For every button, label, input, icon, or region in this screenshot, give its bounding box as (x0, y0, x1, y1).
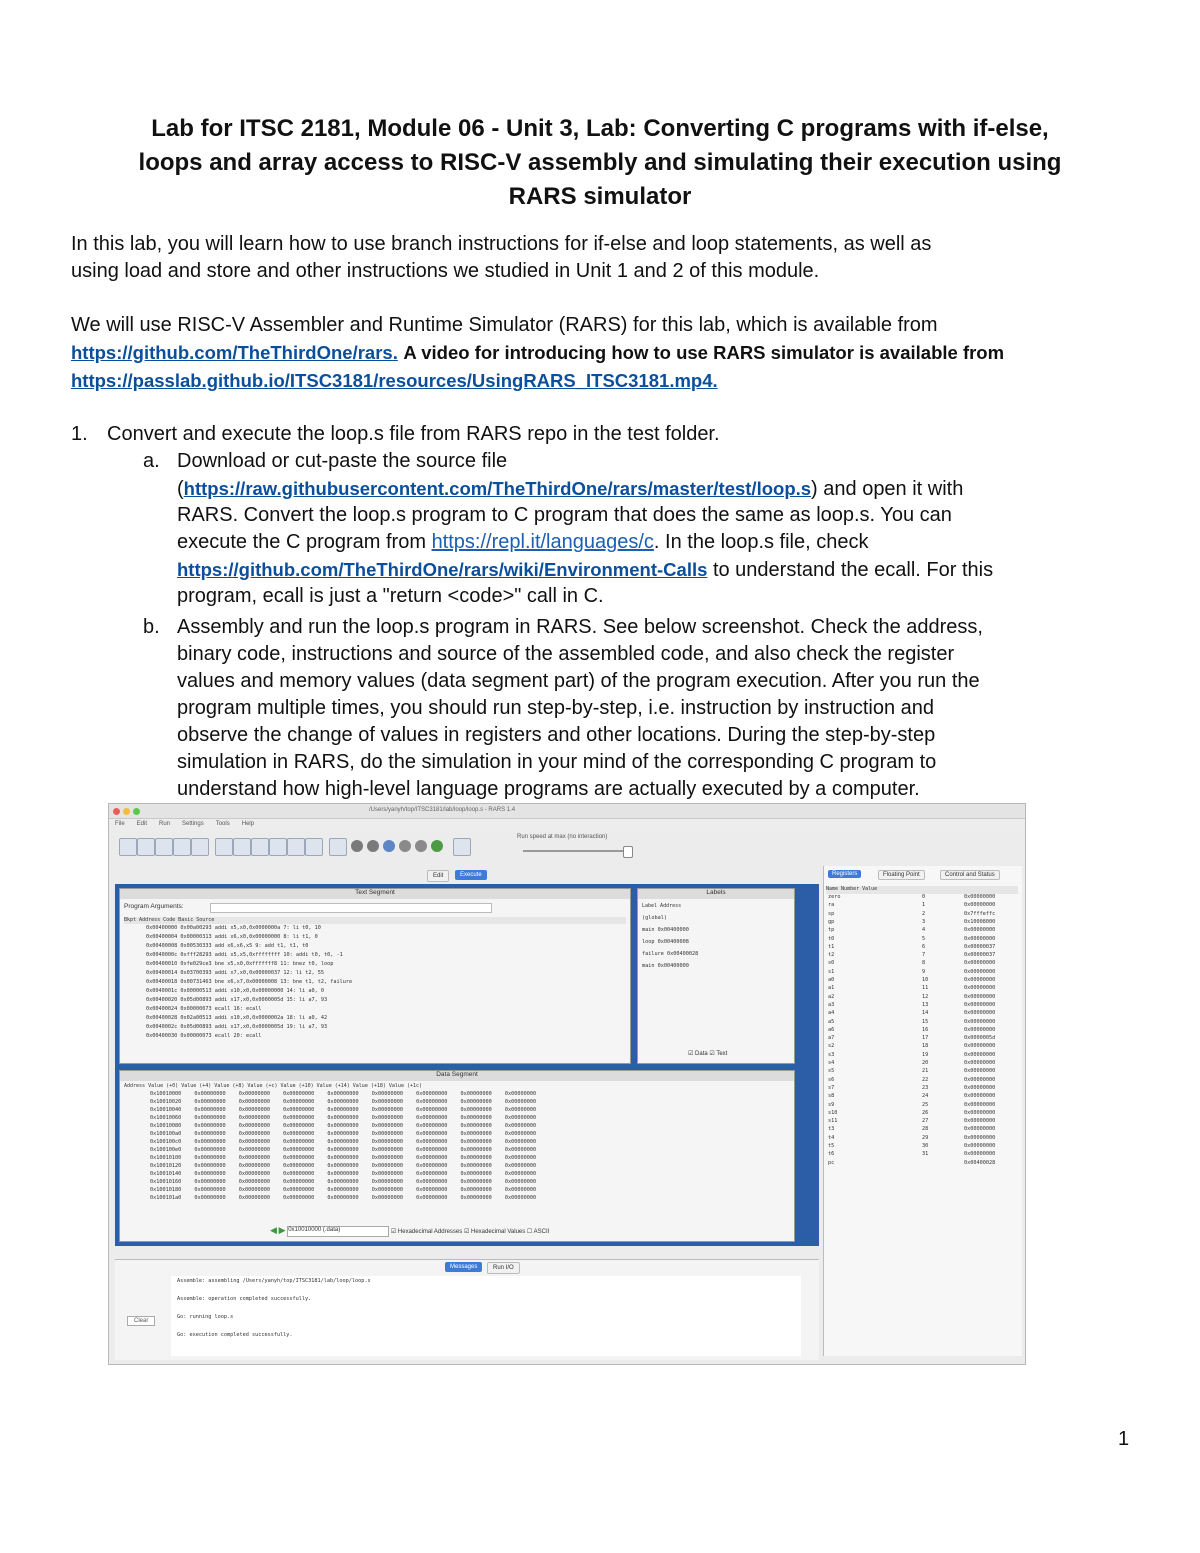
data-row: 0x100101a0 0x00000000 0x00000000 0x00000000 0x00000000 0x00000000 0x00000000 0x00000000 0x00000000 (150, 1195, 537, 1201)
register-name: a7 (828, 1035, 835, 1042)
help-icon[interactable] (453, 838, 471, 856)
register-row (826, 1043, 1018, 1051)
menu-item[interactable]: Settings (182, 821, 204, 827)
data-row: 0x10010100 0x00000000 0x00000000 0x00000000 0x00000000 0x00000000 0x00000000 0x00000000 0x00000000 (150, 1155, 537, 1161)
register-value: 0x00000000 (964, 1134, 996, 1141)
tab-edit[interactable]: Edit (427, 870, 449, 882)
register-number: 18 (922, 1043, 929, 1050)
register-number: 24 (922, 1093, 929, 1100)
labels-checkboxes (688, 1050, 727, 1057)
repl-link[interactable]: https://repl.it/languages/c (431, 531, 654, 553)
message-line: Go: running loop.s (177, 1314, 234, 1320)
register-number: 0 (922, 894, 926, 900)
register-value: 0x00000000 (964, 1010, 996, 1017)
new-file-icon[interactable] (119, 838, 137, 856)
register-row (826, 969, 1018, 977)
register-value: 0x00000000 (964, 927, 996, 934)
register-row (826, 919, 1018, 927)
data-row: 0x10010020 0x00000000 0x00000000 0x00000000 0x00000000 0x00000000 0x00000000 0x00000000 0x00000000 (150, 1099, 537, 1105)
register-number: 15 (922, 1018, 929, 1025)
label-row: main 0x00400000 (642, 927, 689, 933)
register-number: 28 (922, 1126, 929, 1133)
stop-icon[interactable] (415, 840, 427, 852)
register-row (826, 985, 1018, 993)
rars-line-1: We will use RISC-V Assembler and Runtime Simulator (RARS) for this lab, which is available from (71, 314, 938, 336)
register-number: 13 (922, 1001, 929, 1008)
text-segment-headers: Bkpt Address Code Basic Source (124, 917, 626, 924)
register-value: 0x00000000 (964, 1018, 996, 1025)
register-number: 16 (922, 1026, 929, 1033)
item-a-line-2-rest: ) and open it with (811, 478, 964, 500)
menu-items (115, 821, 266, 827)
register-number: 5 (922, 935, 926, 942)
register-name: s3 (828, 1051, 835, 1058)
register-name: s8 (828, 1093, 835, 1100)
rars-toolbar (113, 834, 513, 858)
ascii-label: ASCII (533, 1229, 550, 1235)
register-name: s0 (828, 960, 835, 967)
register-value: 0x00000000 (964, 993, 996, 1000)
data-row: 0x10010160 0x00000000 0x00000000 0x00000000 0x00000000 0x00000000 0x00000000 0x00000000 0x00000000 (150, 1179, 537, 1185)
register-value: 0x00000000 (964, 894, 996, 900)
register-value: 0x00000000 (964, 1126, 996, 1133)
register-number: 19 (922, 1051, 929, 1058)
messages-pane (115, 1259, 819, 1360)
register-value: 0x00000000 (964, 1060, 996, 1066)
slider-thumb[interactable] (623, 846, 633, 858)
message-line: Go: execution completed successfully. (177, 1332, 293, 1338)
labels-window (637, 888, 795, 1064)
hex-address-checkbox[interactable]: ☑ (390, 1229, 398, 1235)
register-value: 0x00000000 (964, 1068, 996, 1075)
rars-screenshot (108, 803, 1026, 1365)
text-row[interactable]: 0x0040002c 0x05d00893 addi x17,x0,0x0000005d 19: li a7, 93 (146, 1024, 328, 1030)
register-number: 4 (922, 927, 926, 934)
register-number: 27 (922, 1118, 929, 1125)
redo-icon[interactable] (233, 838, 251, 856)
intro-line-1: In this lab, you will learn how to use branch instructions for if-else and loop statements, as well as (71, 233, 932, 255)
text-segment-title: Text Segment (120, 889, 630, 899)
item-a-marker: a. (143, 450, 160, 472)
item-a-line-4 (177, 529, 868, 556)
hex-values-label: Hexadecimal Values (471, 1229, 526, 1235)
text-row[interactable]: 0x00400028 0x02a00513 addi x10,x0,0x0000002a 18: li a0, 42 (146, 1015, 328, 1021)
video-link[interactable]: https://passlab.github.io/ITSC3181/resources/UsingRARS_ITSC3181.mp4. (71, 370, 718, 391)
messages-area (171, 1276, 801, 1356)
register-tab[interactable]: Control and Status (940, 870, 1000, 880)
rars-paragraph (71, 312, 1131, 395)
register-row (826, 1110, 1018, 1118)
register-row (826, 911, 1018, 919)
open-file-icon[interactable] (137, 838, 155, 856)
program-args-label: Program Arguments: (124, 903, 184, 910)
register-number: 9 (922, 968, 926, 975)
data-segment-window (119, 1070, 795, 1242)
rars-repo-link[interactable]: https://github.com/TheThirdOne/rars. (71, 342, 398, 363)
register-row (826, 1151, 1018, 1159)
item-a-line-3: RARS. Convert the loop.s program to C program that does the same as loop.s. You can (177, 504, 952, 526)
register-row (826, 1143, 1018, 1151)
data-row: 0x10010180 0x00000000 0x00000000 0x00000000 0x00000000 0x00000000 0x00000000 0x00000000 0x00000000 (150, 1187, 537, 1193)
item-1-number: 1. (71, 423, 88, 445)
register-value: 0x00000000 (964, 1043, 996, 1050)
register-row (826, 936, 1018, 944)
data-row: 0x100100a0 0x00000000 0x00000000 0x00000000 0x00000000 0x00000000 0x00000000 0x00000000 0x00000000 (150, 1131, 537, 1137)
register-name: s9 (828, 1101, 835, 1108)
register-row (826, 977, 1018, 985)
register-name: a5 (828, 1018, 835, 1025)
labels-rows (638, 915, 794, 1025)
text-row[interactable]: 0x00400020 0x05d00893 addi x17,x0,0x0000005d 15: li a7, 93 (146, 997, 328, 1003)
register-value: 0x10008000 (964, 918, 996, 925)
item-a-line-5-post: to understand the ecall. For this (707, 559, 994, 581)
register-name: t2 (828, 952, 835, 959)
text-row[interactable]: 0x00400000 0x00a00293 addi x5,x0,0x0000000a 7: li t0, 10 (146, 925, 321, 931)
register-value: 0x00000000 (964, 1076, 996, 1083)
register-value: 0x00000000 (964, 968, 996, 975)
item-b-line-7: understand how high-level language programs are actually executed by a computer. (177, 778, 920, 800)
register-value: 0x00000000 (964, 1051, 996, 1058)
environment-calls-link[interactable]: https://github.com/TheThirdOne/rars/wiki/Environment-Calls (177, 559, 708, 580)
data-row: 0x10010060 0x00000000 0x00000000 0x00000000 0x00000000 0x00000000 0x00000000 0x00000000 0x00000000 (150, 1115, 537, 1121)
dump-memory-icon[interactable] (191, 838, 209, 856)
register-name: a3 (828, 1001, 835, 1008)
rars-titlebar (109, 804, 1025, 819)
text-row[interactable]: 0x00400014 0x03700393 addi x7,x0,0x00000037 12: li t2, 55 (146, 970, 325, 976)
text-checkbox[interactable]: ☑ (709, 1051, 717, 1057)
register-value: 0x00000000 (964, 1026, 996, 1033)
register-number: 6 (922, 943, 926, 950)
register-number: 25 (922, 1101, 929, 1108)
register-number: 14 (922, 1010, 929, 1017)
pause-icon[interactable] (399, 840, 411, 852)
register-number: 8 (922, 960, 926, 967)
register-row (826, 1010, 1018, 1018)
item-a-line-4-pre: execute the C program from (177, 531, 432, 553)
register-name: t1 (828, 943, 835, 950)
register-name: s1 (828, 968, 835, 975)
register-number: 30 (922, 1143, 929, 1149)
menu-item[interactable]: Help (241, 821, 255, 827)
register-value: 0x0000005d (964, 1035, 996, 1042)
menu-item[interactable]: Run (159, 821, 171, 827)
register-value: 0x00000000 (964, 1109, 996, 1116)
register-row (826, 994, 1018, 1002)
item-b-marker: b. (143, 616, 160, 638)
register-value: 0x00000000 (964, 935, 996, 942)
register-name: t0 (828, 935, 835, 942)
item-a-line-4-post: . In the loop.s file, check (653, 531, 869, 553)
register-row (826, 894, 1018, 902)
data-segment-title: Data Segment (120, 1071, 794, 1081)
data-row: 0x100100e0 0x00000000 0x00000000 0x00000000 0x00000000 0x00000000 0x00000000 0x00000000 0x00000000 (150, 1147, 537, 1153)
register-row (826, 1027, 1018, 1035)
assemble-icon[interactable] (329, 838, 347, 856)
rars-menubar (109, 819, 1025, 831)
register-value: 0x00000037 (964, 952, 996, 959)
data-checkbox-label: Data (695, 1051, 708, 1057)
tab-messages[interactable]: Messages (445, 1262, 482, 1272)
register-row (826, 1085, 1018, 1093)
item-a-line-1: Download or cut-paste the source file (177, 450, 508, 472)
speed-slider[interactable] (523, 850, 633, 852)
text-row[interactable]: 0x00400008 0x00530333 add x6,x6,x5 9: add t1, t1, t0 (146, 943, 309, 949)
register-number: 2 (922, 910, 926, 917)
label-row: (global) (642, 915, 667, 921)
register-value: 0x00000000 (964, 985, 996, 992)
video-intro-text: A video for introducing how to use RARS simulator is available from (403, 342, 1005, 363)
rars-window-title: /Users/yanyh/top/ITSC3181/lab/loop/loop.s - RARS 1.4 (369, 807, 516, 813)
data-segment-headers: Address Value (+0) Value (+4) Value (+8) Value (+c) Value (+10) Value (+14) Value (+18) Value (+1c) (124, 1083, 423, 1089)
text-checkbox-label: Text (716, 1051, 728, 1057)
prev-arrow-icon[interactable]: ◀ (270, 1225, 277, 1235)
register-number: 29 (922, 1134, 929, 1141)
reset-icon[interactable] (431, 840, 443, 852)
register-number: 20 (922, 1060, 929, 1066)
item-b-line-5: observe the change of values in registers and other locations. During the step-by-step (177, 724, 936, 746)
register-value: 0x00000000 (964, 1118, 996, 1125)
loop-source-link[interactable]: https://raw.githubusercontent.com/TheThirdOne/rars/master/test/loop.s (183, 478, 812, 499)
register-row (826, 1019, 1018, 1027)
register-row (826, 1052, 1018, 1060)
register-row (826, 1077, 1018, 1085)
task-list (71, 421, 1151, 801)
hex-values-checkbox[interactable]: ☑ (463, 1229, 471, 1235)
register-value: 0x00000000 (964, 1093, 996, 1100)
step-icon[interactable] (367, 840, 379, 852)
item-a-line-5 (177, 556, 993, 584)
menu-item[interactable]: Tools (215, 821, 230, 827)
labels-title: Labels (638, 889, 794, 899)
text-row[interactable]: 0x0040000c 0xfff28293 addi x5,x5,0xffffffff 10: addi t0, t0, -1 (146, 952, 343, 958)
register-row (826, 1102, 1018, 1110)
register-name: s5 (828, 1068, 835, 1075)
data-row: 0x100100c0 0x00000000 0x00000000 0x00000000 0x00000000 0x00000000 0x00000000 0x00000000 0x00000000 (150, 1139, 537, 1145)
register-value: 0x00000000 (964, 960, 996, 967)
register-name: zero (828, 894, 841, 900)
speed-label: Run speed at max (no interaction) (517, 834, 608, 840)
copy-icon[interactable] (269, 838, 287, 856)
ascii-checkbox[interactable]: ☐ (526, 1229, 534, 1235)
register-name: s6 (828, 1076, 835, 1083)
paste-icon[interactable] (287, 838, 305, 856)
next-arrow-icon[interactable]: ▶ (278, 1225, 286, 1235)
item-b-line-4: program multiple times, you should run step-by-step, i.e. instruction by instruction and (177, 697, 935, 719)
data-row: 0x10010000 0x00000000 0x00000000 0x00000000 0x00000000 0x00000000 0x00000000 0x00000000 0x00000000 (150, 1091, 537, 1097)
registers-pane (823, 866, 1022, 1356)
register-row (826, 944, 1018, 952)
text-row[interactable]: 0x00400010 0xfe029ce3 bne x5,x0,0xfffffff8 11: bnez t0, loop (146, 961, 334, 967)
tab-execute[interactable]: Execute (455, 870, 487, 880)
text-segment-rows (120, 925, 630, 1055)
register-name: gp (828, 918, 835, 925)
register-value: 0x00000000 (964, 1151, 996, 1158)
register-rows (824, 894, 1022, 1194)
item-b-line-2: binary code, instructions and source of the assembled code, and also check the register (177, 643, 955, 665)
label-row: failure 0x00400028 (642, 951, 699, 957)
data-segment-rows (120, 1091, 794, 1201)
register-value: 0x00000037 (964, 943, 996, 950)
text-row[interactable]: 0x00400004 0x00000313 addi x6,x0,0x00000000 8: li t1, 0 (146, 934, 318, 940)
register-tabs (828, 870, 1018, 882)
register-number: 26 (922, 1109, 929, 1116)
register-number: 12 (922, 993, 929, 1000)
data-row: 0x10010120 0x00000000 0x00000000 0x00000000 0x00000000 0x00000000 0x00000000 0x00000000 0x00000000 (150, 1163, 537, 1169)
register-name: t5 (828, 1143, 835, 1149)
item-a-line-2 (177, 475, 963, 503)
document-title (60, 112, 1140, 214)
register-row (826, 1035, 1018, 1043)
register-row (826, 902, 1018, 910)
undo-icon[interactable] (215, 838, 233, 856)
backstep-icon[interactable] (383, 840, 395, 852)
execute-pane (115, 884, 819, 1246)
hex-address-label: Hexadecimal Addresses (397, 1229, 463, 1235)
save-as-icon[interactable] (173, 838, 191, 856)
text-row[interactable]: 0x00400018 0x00731463 bne x6,x7,0x00000008 13: bne t1, t2, failure (146, 979, 353, 985)
item-b-line-3: values and memory values (data segment part) of the program execution. After you run the (177, 670, 980, 692)
register-tab[interactable]: Registers (828, 870, 861, 878)
close-dot-icon[interactable] (113, 808, 120, 815)
register-row (826, 1118, 1018, 1126)
register-headers: Name Number Value (826, 886, 1018, 894)
data-row: 0x10010040 0x00000000 0x00000000 0x00000000 0x00000000 0x00000000 0x00000000 0x00000000 0x00000000 (150, 1107, 537, 1113)
register-number: 23 (922, 1084, 929, 1091)
tab-run-io[interactable]: Run I/O (487, 1262, 520, 1274)
register-name: a0 (828, 977, 835, 983)
clear-button[interactable]: Clear (127, 1316, 155, 1326)
labels-headers: Label Address (642, 903, 682, 909)
program-args-input[interactable] (210, 903, 492, 913)
register-name: s4 (828, 1060, 835, 1066)
data-row: 0x10010140 0x00000000 0x00000000 0x00000000 0x00000000 0x00000000 0x00000000 0x00000000 0x00000000 (150, 1171, 537, 1177)
register-name: t3 (828, 1126, 835, 1133)
minimize-dot-icon[interactable] (123, 808, 130, 815)
text-segment-window (119, 888, 631, 1064)
register-value: 0x00000000 (964, 902, 996, 909)
register-row (826, 927, 1018, 935)
item-1-text: Convert and execute the loop.s file from RARS repo in the test folder. (107, 423, 720, 445)
data-row: 0x10010080 0x00000000 0x00000000 0x00000000 0x00000000 0x00000000 0x00000000 0x00000000 0x00000000 (150, 1123, 537, 1129)
find-icon[interactable] (305, 838, 323, 856)
register-number: 10 (922, 977, 929, 983)
register-name: sp (828, 910, 835, 917)
menu-item[interactable]: File (115, 821, 125, 827)
register-value: 0x7fffeffc (964, 910, 996, 917)
message-line: Assemble: operation completed successfully. (177, 1296, 312, 1302)
rars-line-2 (71, 339, 1131, 367)
item-a-line-6: program, ecall is just a "return <code>" call in C. (177, 585, 604, 607)
menu-item[interactable]: Edit (136, 821, 148, 827)
register-number: 21 (922, 1068, 929, 1075)
rars-line-3 (71, 367, 1131, 395)
label-row: loop 0x00400008 (642, 939, 689, 945)
register-row (826, 1160, 1018, 1168)
paren-open: ( (177, 478, 184, 500)
data-address-select[interactable]: 0x10010000 (.data) (287, 1226, 389, 1237)
register-row (826, 1068, 1018, 1076)
register-row (826, 1002, 1018, 1010)
item-b-line-6: simulation in RARS, do the simulation in your mind of the corresponding C program to (177, 751, 937, 773)
register-number: 1 (922, 902, 926, 909)
register-value: 0x00000000 (964, 1084, 996, 1091)
save-file-icon[interactable] (155, 838, 173, 856)
cut-icon[interactable] (251, 838, 269, 856)
register-row (826, 1135, 1018, 1143)
text-row[interactable]: 0x0040001c 0x00000513 addi x10,x0,0x00000000 14: li a0, 0 (146, 988, 325, 994)
register-number: 11 (922, 985, 929, 992)
register-row (826, 1093, 1018, 1101)
register-name: s7 (828, 1084, 835, 1091)
register-name: a1 (828, 985, 835, 992)
text-row[interactable]: 0x00400030 0x00000073 ecall 20: ecall (146, 1033, 262, 1039)
register-name: ra (828, 902, 835, 909)
register-number: 3 (922, 918, 926, 925)
register-name: t6 (828, 1151, 835, 1158)
register-row (826, 952, 1018, 960)
register-name: s2 (828, 1043, 835, 1050)
register-number: 17 (922, 1035, 929, 1042)
register-value: 0x00000000 (964, 1001, 996, 1008)
text-row[interactable]: 0x00400024 0x00000073 ecall 16: ecall (146, 1006, 262, 1012)
register-value: 0x00400028 (964, 1159, 996, 1166)
run-icon[interactable] (351, 840, 363, 852)
register-number: 22 (922, 1076, 929, 1083)
page-number: 1 (1118, 1428, 1130, 1450)
item-b-line-1: Assembly and run the loop.s program in RARS. See below screenshot. Check the address, (177, 616, 983, 638)
register-value: 0x00000000 (964, 1101, 996, 1108)
register-value: 0x00000000 (964, 1143, 996, 1149)
title-line-3: RARS simulator (508, 183, 692, 210)
register-number: 7 (922, 952, 926, 959)
register-name: t4 (828, 1134, 835, 1141)
register-tab[interactable]: Floating Point (878, 870, 925, 880)
intro-line-2: using load and store and other instructions we studied in Unit 1 and 2 of this module. (71, 260, 820, 282)
message-line: Assemble: assembling /Users/yanyh/top/ITSC3181/lab/loop/loop.s (177, 1278, 371, 1284)
register-name: a6 (828, 1026, 835, 1033)
register-name: tp (828, 927, 835, 934)
intro-paragraph (71, 231, 1131, 285)
register-name: s11 (828, 1118, 838, 1125)
title-line-2: loops and array access to RISC-V assembly and simulating their execution using (138, 149, 1062, 176)
register-name: pc (828, 1159, 835, 1166)
title-line-1: Lab for ITSC 2181, Module 06 - Unit 3, Lab: Converting C programs with if-else, (151, 115, 1049, 142)
register-number: 31 (922, 1151, 929, 1158)
register-row (826, 1126, 1018, 1134)
register-value: 0x00000000 (964, 977, 996, 983)
register-name: s10 (828, 1109, 838, 1116)
maximize-dot-icon[interactable] (133, 808, 140, 815)
data-segment-controls (270, 1225, 549, 1237)
register-row (826, 960, 1018, 968)
label-row: main 0x00400000 (642, 963, 689, 969)
register-name: a2 (828, 993, 835, 1000)
register-row (826, 1060, 1018, 1068)
data-checkbox[interactable]: ☑ (688, 1051, 696, 1057)
register-name: a4 (828, 1010, 835, 1017)
